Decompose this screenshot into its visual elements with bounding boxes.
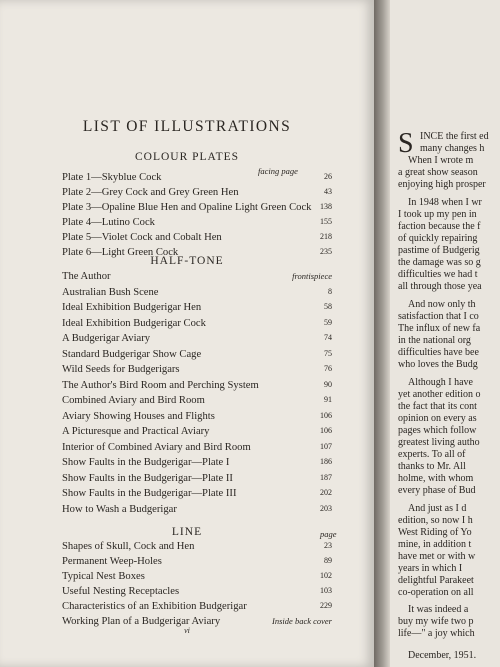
list-item: Useful Nesting Receptacles 103 — [62, 586, 332, 597]
list-item: Plate 2—Grey Cock and Grey Green Hen 43 — [62, 187, 332, 198]
text-line: all through those yea — [398, 281, 482, 292]
list-item: Combined Aviary and Bird Room 91 — [62, 395, 332, 406]
right-page — [390, 0, 500, 667]
page-title: LIST OF ILLUSTRATIONS — [82, 118, 292, 135]
text-line: pastime of Budgerig — [398, 245, 480, 256]
text-line: thanks to Mr. All — [398, 461, 466, 472]
text-line: And just as I d — [408, 503, 467, 514]
list-item: Ideal Exhibition Budgerigar Cock 59 — [62, 317, 332, 329]
column-note-facing-page: facing page — [258, 166, 298, 176]
text-line: And now only th — [408, 299, 476, 310]
text-line: co-operation on all — [398, 587, 474, 598]
text-line: life—" a joy which — [398, 628, 475, 639]
text-line: difficulties have bee — [398, 347, 479, 358]
list-item: A Picturesque and Practical Aviary 106 — [62, 426, 332, 437]
text-line: greatest living autho — [398, 437, 480, 448]
list-item: The Author frontispiece — [62, 271, 332, 282]
list-item: Aviary Showing Houses and Flights 106 — [62, 410, 332, 422]
text-line: satisfaction that I co — [398, 311, 479, 322]
list-item: Interior of Combined Aviary and Bird Room 107 — [62, 441, 332, 453]
text-line: mine, in addition t — [398, 539, 472, 550]
list-item: Shapes of Skull, Cock and Hen 23 — [62, 541, 332, 552]
text-line: faction because the f — [398, 221, 481, 232]
list-item: Permanent Weep-Holes 89 — [62, 556, 332, 567]
text-line: opinion on every as — [398, 413, 477, 424]
text-line: years in which I — [398, 563, 463, 574]
text-line: yet another edition o — [398, 389, 481, 400]
section-heading-line: LINE — [171, 526, 203, 538]
text-line: holme, with whom — [398, 473, 474, 484]
text-line: I took up my pen in — [398, 209, 477, 220]
section-heading-half-tone: HALF-TONE — [150, 255, 224, 267]
list-item: Plate 3—Opaline Blue Hen and Opaline Light Green Cock 138 — [62, 202, 332, 213]
section-heading-colour-plates: COLOUR PLATES — [134, 151, 240, 163]
list-item: Plate 6—Light Green Cock 235 — [62, 247, 332, 258]
text-line: Although I have — [408, 377, 473, 388]
list-item: Plate 5—Violet Cock and Cobalt Hen 218 — [62, 232, 332, 243]
text-line: experts. To all of — [398, 449, 466, 460]
list-item: Working Plan of a Budgerigar Aviary Inside back cover — [62, 616, 332, 627]
text-line: who loves the Budg — [398, 359, 478, 370]
column-note-page: page — [320, 529, 337, 539]
text-line: in the national org — [398, 335, 471, 346]
text-line: every phase of Bud — [398, 485, 476, 496]
list-item: Show Faults in the Budgerigar—Plate III 202 — [62, 488, 332, 499]
list-item: Show Faults in the Budgerigar—Plate II 187 — [62, 472, 332, 484]
list-item: Ideal Exhibition Budgerigar Hen 58 — [62, 302, 332, 313]
text-line: many changes h — [420, 143, 485, 154]
text-line: When I wrote m — [408, 155, 474, 166]
book-gutter — [374, 0, 390, 667]
list-item: Plate 1—Skyblue Cock 26 — [62, 172, 332, 183]
page-number: vi — [184, 626, 190, 635]
text-line: In 1948 when I wr — [408, 197, 482, 208]
text-line: pages which follow — [398, 425, 477, 436]
list-item: Show Faults in the Budgerigar—Plate I 186 — [62, 457, 332, 468]
list-item: Wild Seeds for Budgerigars 76 — [62, 364, 332, 375]
text-line: edition, so now I h — [398, 515, 473, 526]
list-item: Typical Nest Boxes 102 — [62, 571, 332, 582]
list-item: A Budgerigar Aviary 74 — [62, 333, 332, 344]
text-line: enjoying high prosper — [398, 179, 486, 190]
list-item: The Author's Bird Room and Perching System 90 — [62, 379, 332, 391]
drop-cap: S — [398, 128, 414, 159]
text-line: the fact that its cont — [398, 401, 477, 412]
list-item: How to Wash a Budgerigar 203 — [62, 503, 332, 515]
text-line: the damage was so g — [398, 257, 481, 268]
text-line: INCE the first ed — [420, 131, 489, 142]
date-line: December, 1951. — [408, 650, 477, 661]
text-line: It was indeed a — [408, 604, 469, 615]
text-line: delightful Parakeet — [398, 575, 474, 586]
text-line: West Riding of Yo — [398, 527, 472, 538]
text-line: buy my wife two p — [398, 616, 474, 627]
text-line: have met or with w — [398, 551, 476, 562]
list-item: Australian Bush Scene 8 — [62, 286, 332, 298]
text-line: a great show season — [398, 167, 478, 178]
text-line: The influx of new fa — [398, 323, 481, 334]
text-line: of quickly repairing — [398, 233, 478, 244]
list-item: Standard Budgerigar Show Cage 75 — [62, 348, 332, 360]
list-item: Plate 4—Lutino Cock 155 — [62, 217, 332, 228]
list-item: Characteristics of an Exhibition Budgerigar 229 — [62, 601, 332, 612]
text-line: difficulties we had t — [398, 269, 478, 280]
